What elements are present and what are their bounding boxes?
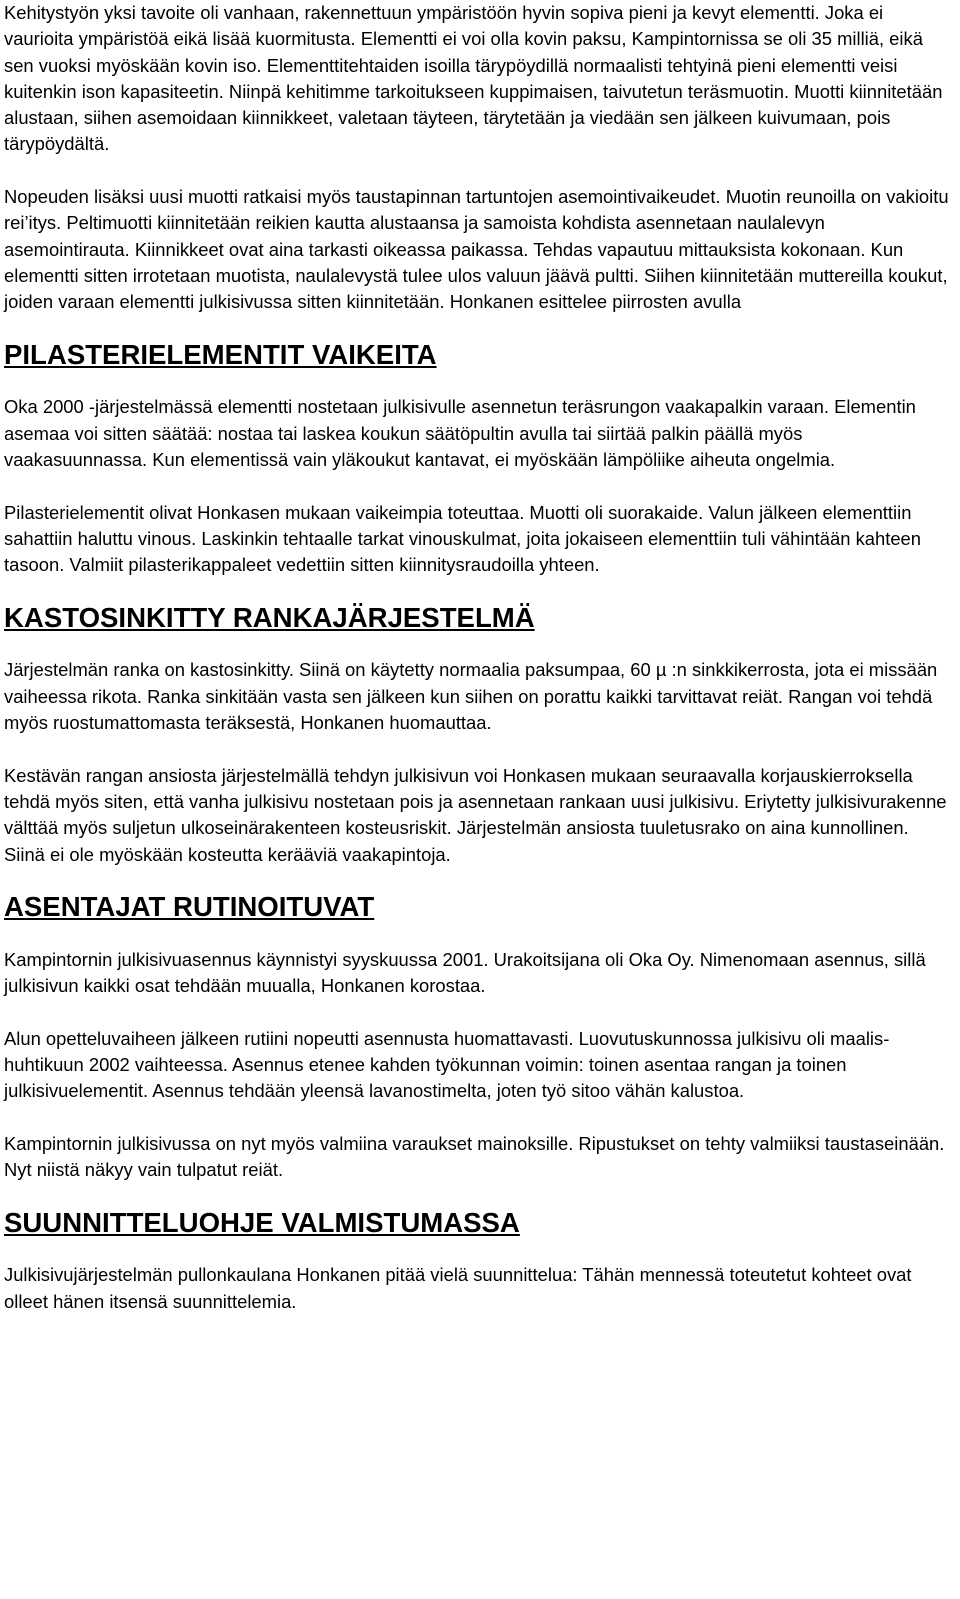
paragraph-mold-positioning: Nopeuden lisäksi uusi muotti ratkaisi myös taustapinnan tartuntojen asemointivaikeudet. Muotin reunoilla on vakioitu rei’itys. Peltimuotti kiinnitetään reikien kautta alustaansa ja samoista kohdista asennetaan naulalevyn asemointirauta. Kiinnikkeet ovat aina tarkasti oikeassa paikassa. Tehdas vapautuu mittauksista kokonaan. Kun elementti sitten irrotetaan muotista, naulalevystä tulee ulos valuun jäävä pultti. Siihen kiinnitetään muttereilla koukut, joiden varaan elementti julkisivussa sitten kiinnitetään. Honkanen esittelee piirrosten avulla <box>4 186 949 313</box>
paragraph-galvanized-frame: Järjestelmän ranka on kastosinkitty. Siinä on käytetty normaalia paksumpaa, 60 µ :n sinkkikerrosta, jota ei missään vaiheessa rikota. Ranka sinkitään vasta sen jälkeen kun siihen on porattu kaikki tarvittavat reiät. Rangan voi tehdä myös ruostumattomasta teräksestä, Honkanen huomauttaa. <box>4 659 938 734</box>
document-body <box>4 0 950 1341</box>
paragraph-intro-element-design: Kehitystyön yksi tavoite oli vanhaan, rakennettuun ympäristöön hyvin sopiva pieni ja kevyt elementti. Joka ei vaurioita ympäristöä eikä lisää kuormitusta. Elementti ei voi olla kovin paksu, Kampintornissa se oli 35 milliä, eikä sen vuoksi myöskään kovin iso. Elementtitehtaiden isoilla tärypöydillä normaalisti tehtyinä pieni elementti veisi kuitenkin ison kapasiteetin. Niinpä kehitimme tarkoitukseen kuppimaisen, taivutetun teräsmuotin. Muotti kiinnitetään alustaan, siihen asemoidaan kiinnikkeet, valetaan täyteen, tärytetään ja viedään sen jälkeen kuivumaan, pois tärypöydältä. <box>4 2 943 155</box>
paragraph-advertisement-reservations: Kampintornin julkisivussa on nyt myös valmiina varaukset mainoksille. Ripustukset on tehty valmiiksi taustaseinään. Nyt niistä näkyy vain tulpatut reiät. <box>4 1132 945 1181</box>
section-heading-pilaster-elements: PILASTERIELEMENTIT VAIKEITA <box>4 338 437 370</box>
paragraph-oka-2000-system: Oka 2000 -järjestelmässä elementti nostetaan julkisivulle asennetun teräsrungon vaakapalkin varaan. Elementin asemaa voi sitten säätää: nostaa tai laskea koukun säätöpultin avulla tai siirtää palkin päällä myös vaakasuunnassa. Kun elementissä vain yläkoukut kantavat, ei myöskään lämpöliike aiheuta ongelmia. <box>4 396 916 471</box>
paragraph-pilaster-elements: Pilasterielementit olivat Honkasen mukaan vaikeimpia toteuttaa. Muotti oli suorakaide. Valun jälkeen elementtiin sahattiin haluttu vinous. Laskinkin tehtaalle tarkat vinouskulmat, joita jokaiseen elementtiin tuli vähintään kahteen tasoon. Valmiit pilasterikappaleet vedettiin sitten kiinnitysraudoilla yhteen. <box>4 501 922 576</box>
paragraph-durable-frame: Kestävän rangan ansiosta järjestelmällä tehdyn julkisivun voi Honkasen mukaan seuraavalla korjauskierroksella tehdä myös siten, että vanha julkisivu nostetaan pois ja asennetaan rankaan uusi julkisivu. Eriytetty julkisivurakenne välttää myös suljetun ulkoseinärakenteen kosteusriskit. Järjestelmän ansiosta tuuletusrako on aina kunnollinen. Siinä ei ole myöskään kosteutta kerääviä vaakapintoja. <box>4 764 947 865</box>
section-heading-design-guide: SUUNNITTELUOHJE VALMISTUMASSA <box>4 1206 520 1238</box>
paragraph-installation-routine: Alun opetteluvaiheen jälkeen rutiini nopeutti asennusta huomattavasti. Luovutuskunnossa julkisivu oli maalis-huhtikuun 2002 vaihteessa. Asennus etenee kahden työkunnan voimin: toinen asentaa rangan ja toinen julkisivuelementit. Asennus tehdään yleensä lavanostimelta, joten työ sitoo vähän kalustoa. <box>4 1027 890 1102</box>
paragraph-installation-start: Kampintornin julkisivuasennus käynnistyi syyskuussa 2001. Urakoitsijana oli Oka Oy. Nimenomaan asennus, sillä julkisivun kaikki osat tehdään muualla, Honkanen korostaa. <box>4 948 926 996</box>
section-heading-installers-routine: ASENTAJAT RUTINOITUVAT <box>4 891 375 923</box>
paragraph-design-guide: Julkisivujärjestelmän pullonkaulana Honkanen pitää vielä suunnittelua: Tähän mennessä toteutetut kohteet ovat olleet hänen itsensä suunnittelemia. <box>4 1264 912 1312</box>
section-heading-galvanized-frame: KASTOSINKITTY RANKAJÄRJESTELMÄ <box>4 601 535 633</box>
